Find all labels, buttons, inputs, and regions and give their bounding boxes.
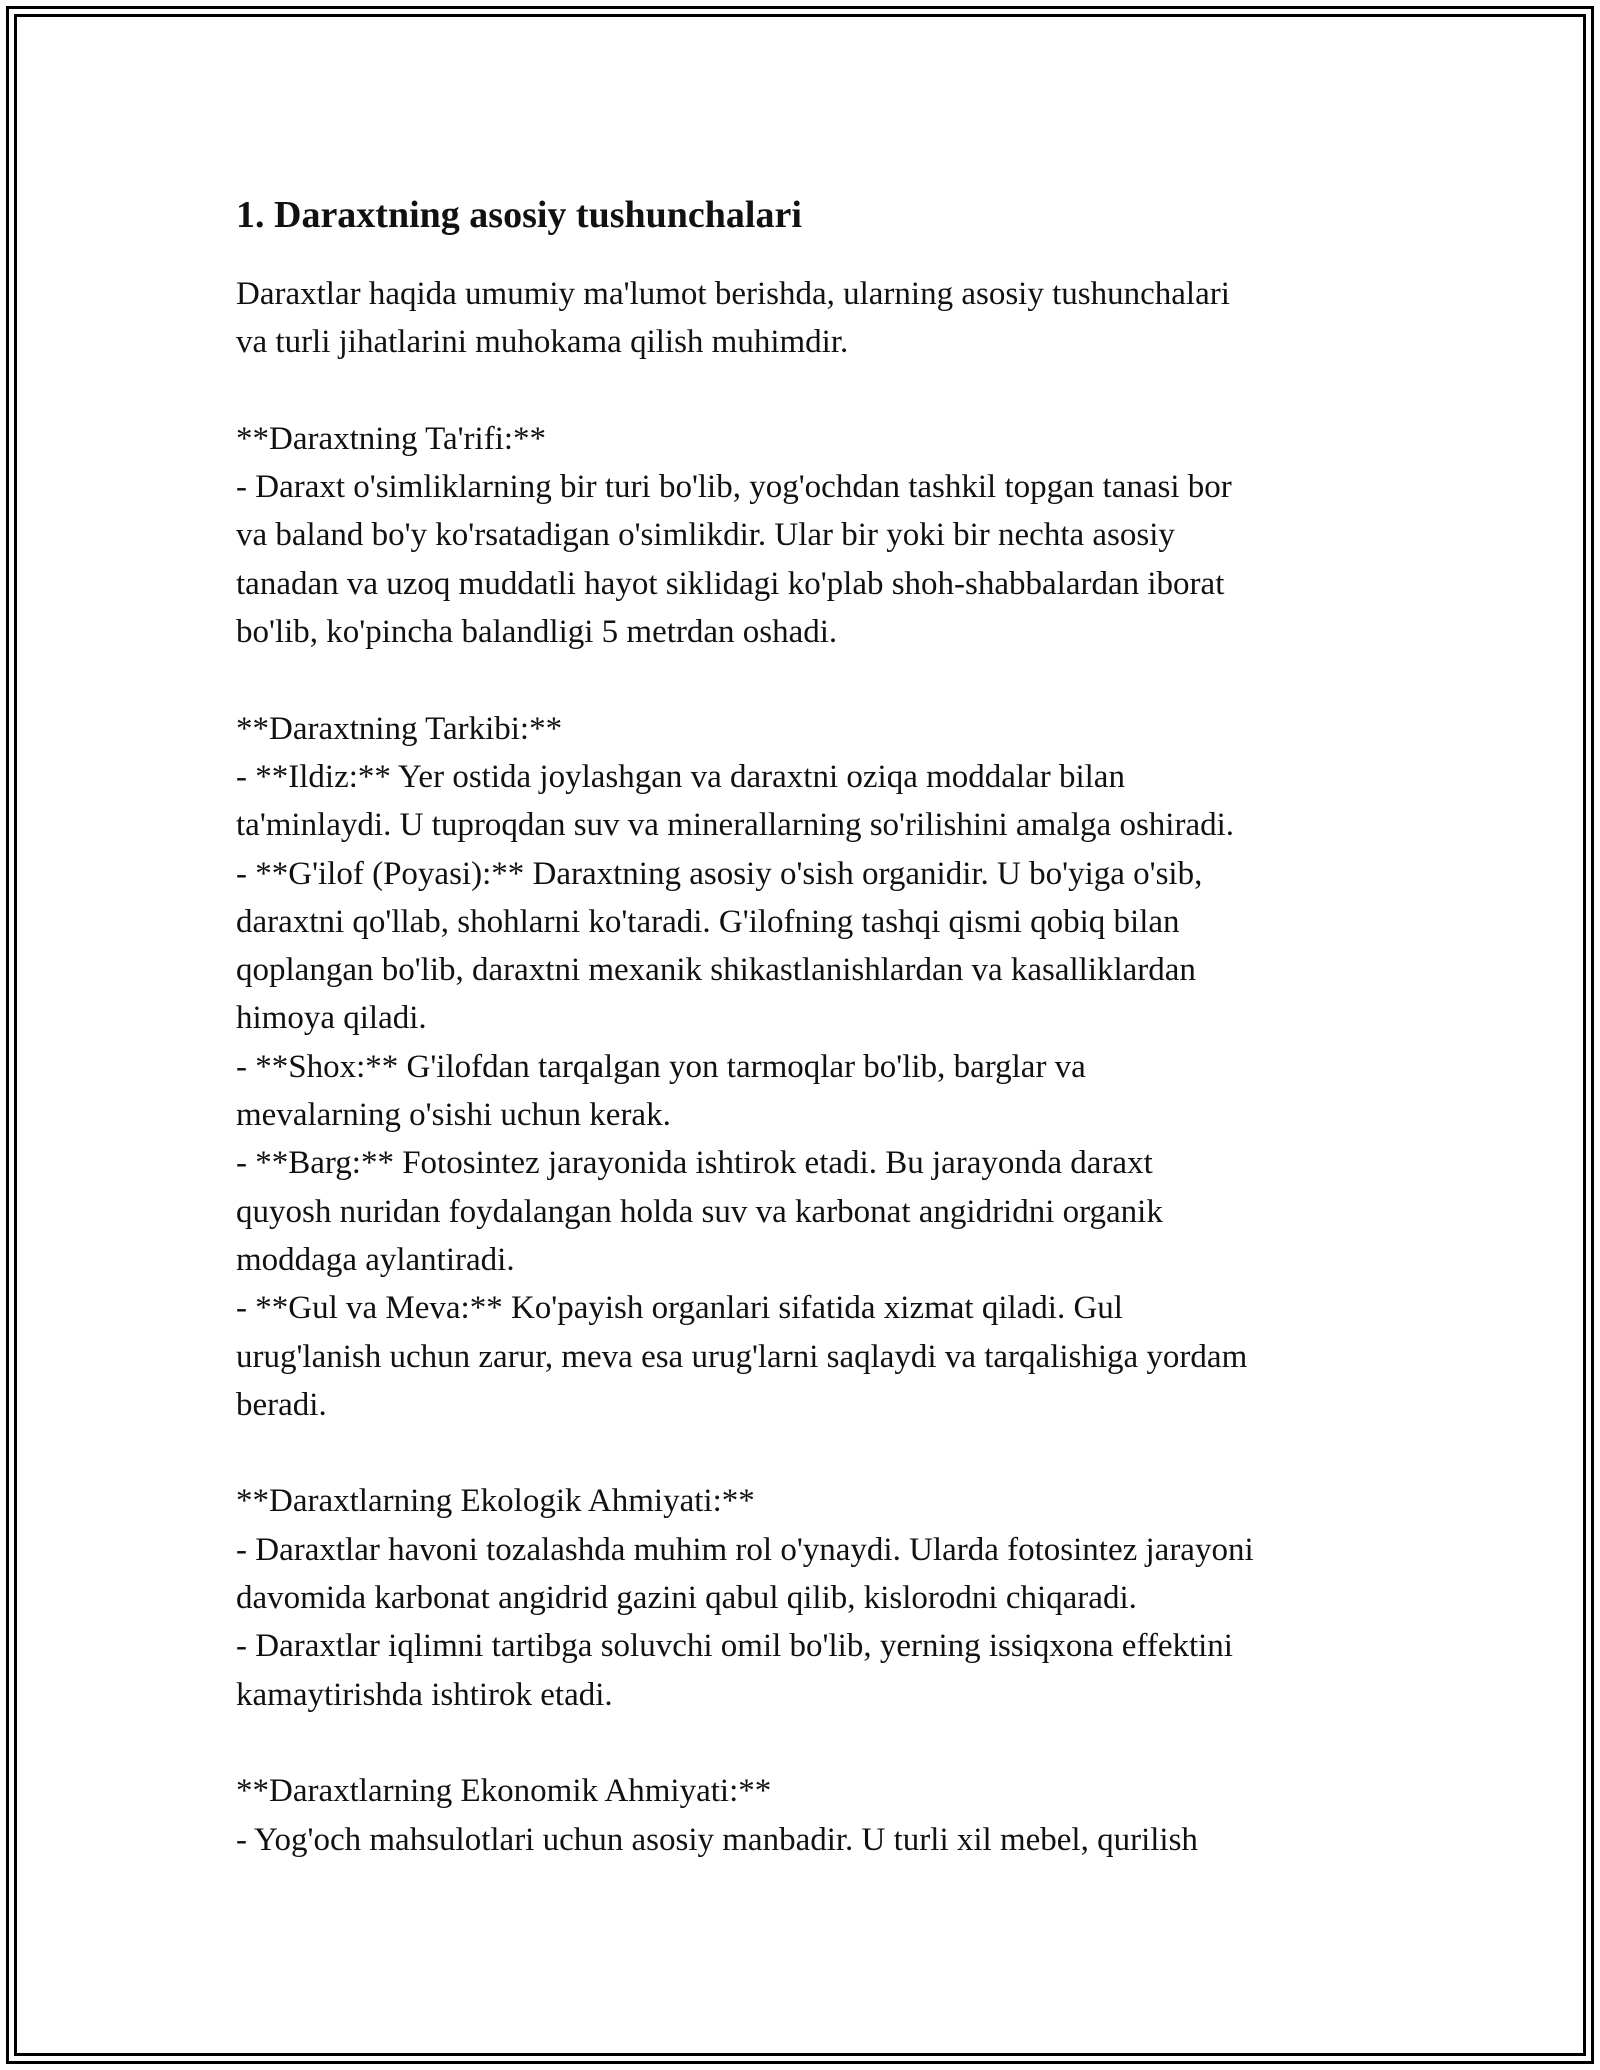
body-text bbox=[236, 270, 1376, 1864]
text-line: tanadan va uzoq muddatli hayot siklidagi ko'plab shoh-shabbalardan iborat bbox=[236, 565, 1225, 602]
text-line: davomida karbonat angidrid gazini qabul qilib, kislorodni chiqaradi. bbox=[236, 1580, 1137, 1617]
blank-line bbox=[236, 1429, 1376, 1477]
blank-line bbox=[236, 656, 1376, 704]
text-line: - **Shox:** G'ilofdan tarqalgan yon tarmoqlar bo'lib, barglar va bbox=[236, 1048, 1086, 1085]
text-line: qoplangan bo'lib, daraxtni mexanik shikastlanishlardan va kasalliklardan bbox=[236, 952, 1196, 989]
text-line: **Daraxtning Ta'rifi:** bbox=[236, 420, 547, 457]
document-body bbox=[236, 190, 1376, 1864]
text-line: quyosh nuridan foydalangan holda suv va karbonat angidridni organik bbox=[236, 1193, 1163, 1230]
text-line: - **G'ilof (Poyasi):** Daraxtning asosiy o'sish organidir. U bo'yiga o'sib, bbox=[236, 855, 1203, 892]
text-line: daraxtni qo'llab, shohlarni ko'taradi. G'ilofning tashqi qismi qobiq bilan bbox=[236, 903, 1180, 940]
text-line: **Daraxtlarning Ekonomik Ahmiyati:** bbox=[236, 1773, 772, 1810]
blank-line bbox=[236, 1719, 1376, 1767]
text-line: Daraxtlar haqida umumiy ma'lumot berishda, ularning asosiy tushunchalari bbox=[236, 276, 1230, 312]
text-line: - **Ildiz:** Yer ostida joylashgan va daraxtni oziqa moddalar bilan bbox=[236, 758, 1125, 795]
text-line: - **Gul va Meva:** Ko'payish organlari sifatida xizmat qiladi. Gul bbox=[236, 1290, 1123, 1327]
section-heading: 1. Daraxtning asosiy tushunchalari bbox=[236, 194, 802, 236]
text-line: va baland bo'y ko'rsatadigan o'simlikdir. Ular bir yoki bir nechta asosiy bbox=[236, 517, 1175, 554]
text-line: kamaytirishda ishtirok etadi. bbox=[236, 1676, 613, 1713]
text-line: urug'lanish uchun zarur, meva esa urug'larni saqlaydi va tarqalishiga yordam bbox=[236, 1338, 1248, 1375]
text-line: moddaga aylantiradi. bbox=[236, 1241, 515, 1278]
text-line: ta'minlaydi. U tuproqdan suv va minerallarning so'rilishini amalga oshiradi. bbox=[236, 807, 1235, 844]
text-line: - Daraxtlar iqlimni tartibga soluvchi omil bo'lib, yerning issiqxona effektini bbox=[236, 1628, 1233, 1665]
text-line: - Daraxt o'simliklarning bir turi bo'lib, yog'ochdan tashkil topgan tanasi bor bbox=[236, 469, 1232, 506]
text-line: beradi. bbox=[236, 1386, 327, 1423]
text-line: mevalarning o'sishi uchun kerak. bbox=[236, 1097, 671, 1134]
blank-line bbox=[236, 367, 1376, 415]
text-line: himoya qiladi. bbox=[236, 1000, 427, 1037]
text-line: bo'lib, ko'pincha balandligi 5 metrdan oshadi. bbox=[236, 614, 838, 651]
text-line: **Daraxtning Tarkibi:** bbox=[236, 710, 563, 747]
text-line: **Daraxtlarning Ekologik Ahmiyati:** bbox=[236, 1483, 755, 1520]
text-line: - **Barg:** Fotosintez jarayonida ishtirok etadi. Bu jarayonda daraxt bbox=[236, 1145, 1153, 1182]
text-line: - Daraxtlar havoni tozalashda muhim rol o'ynaydi. Ularda fotosintez jarayoni bbox=[236, 1531, 1254, 1568]
text-line: - Yog'och mahsulotlari uchun asosiy manbadir. U turli xil mebel, qurilish bbox=[236, 1821, 1198, 1858]
text-line: va turli jihatlarini muhokama qilish muhimdir. bbox=[236, 324, 849, 361]
